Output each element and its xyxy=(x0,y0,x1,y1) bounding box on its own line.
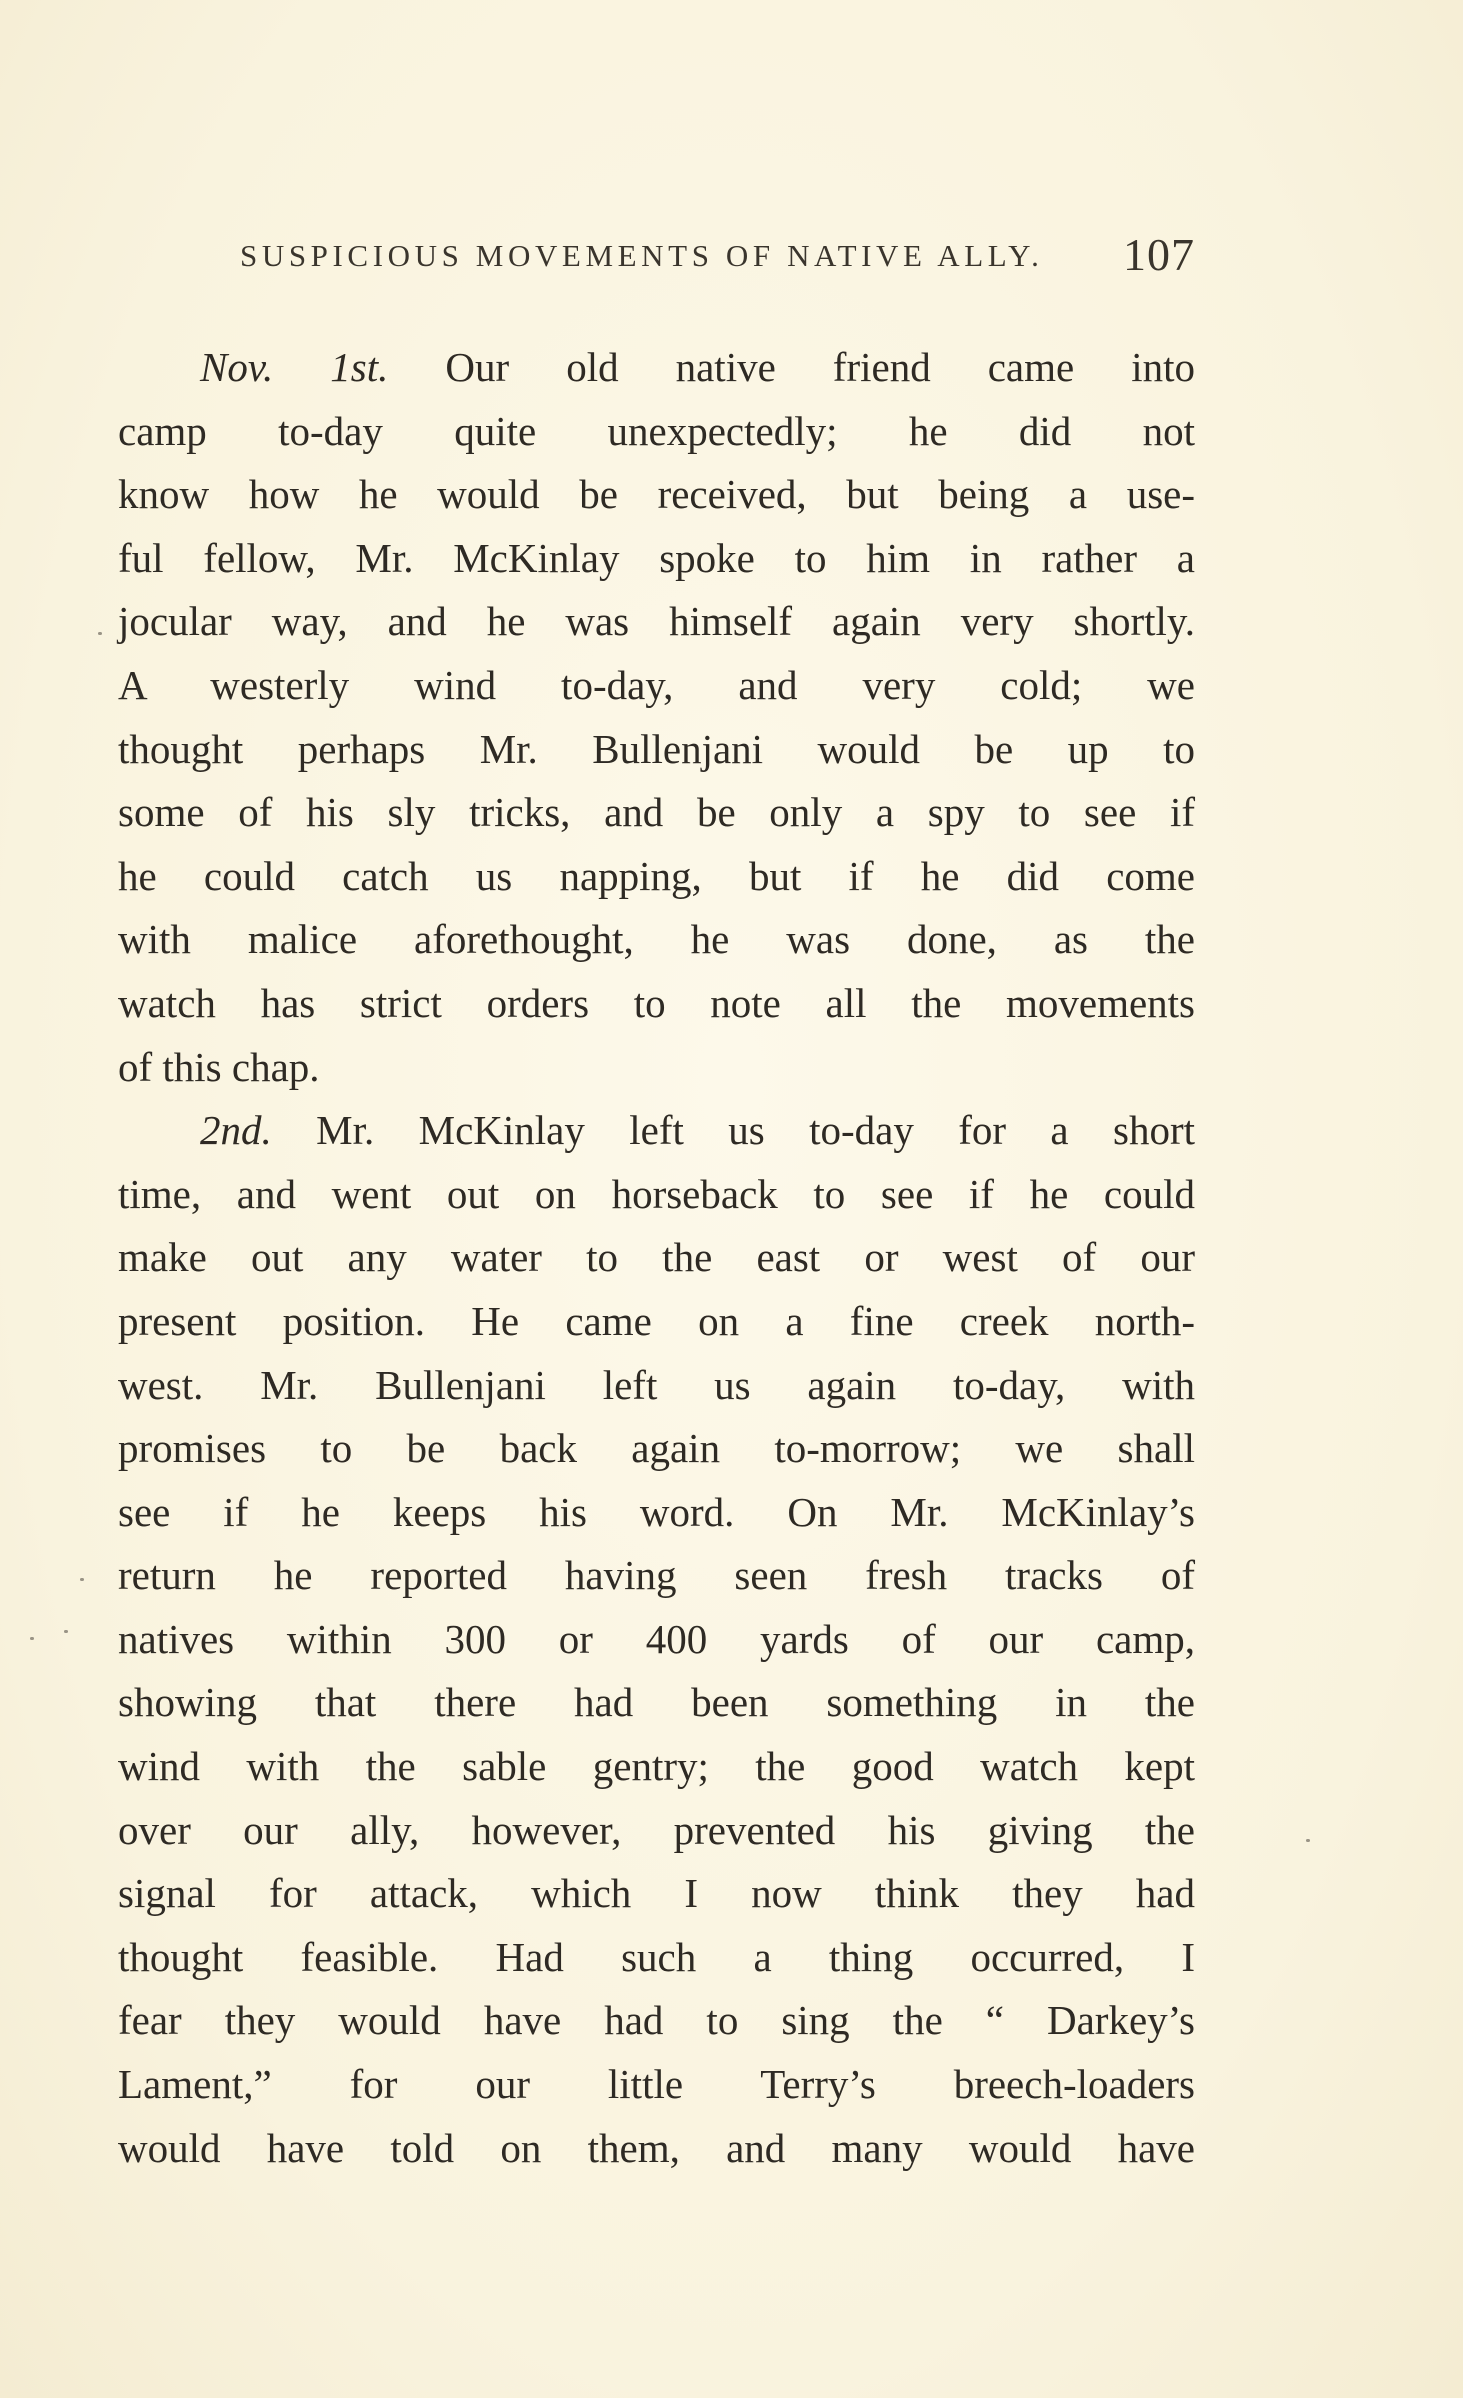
text-line: west. Mr. Bullenjani left us again to-day, with xyxy=(118,1361,1195,1408)
text-line: time, and went out on horseback to see if he could xyxy=(118,1170,1195,1217)
text-line: see if he keeps his word. On Mr. McKinlay’s xyxy=(118,1488,1195,1535)
text-line: make out any water to the east or west of our xyxy=(118,1234,1195,1281)
print-speck xyxy=(98,632,102,635)
text-line: of this chap. xyxy=(118,1043,320,1090)
running-head xyxy=(240,228,1195,288)
text-line: 2nd. Mr. McKinlay left us to-day for a short xyxy=(200,1107,1195,1154)
text-line: he could catch us napping, but if he did come xyxy=(118,852,1195,899)
body-text xyxy=(118,336,1195,2180)
text-line: signal for attack, which I now think they had xyxy=(118,1870,1195,1917)
text-line: fear they would have had to sing the “ Darkey’s xyxy=(118,1997,1195,2044)
print-speck xyxy=(30,1637,34,1640)
print-speck xyxy=(80,1578,84,1581)
print-speck xyxy=(64,1630,68,1633)
entry-date: 2nd. xyxy=(200,1107,272,1154)
text-line: some of his sly tricks, and be only a spy to see if xyxy=(118,789,1195,836)
text-line: return he reported having seen fresh tracks of xyxy=(118,1552,1195,1599)
text-line: thought feasible. Had such a thing occurred, I xyxy=(118,1933,1195,1980)
text-line: Nov. 1st. Our old native friend came into xyxy=(200,344,1195,390)
page-number: 107 xyxy=(1123,229,1195,280)
text-line: over our ally, however, prevented his giving the xyxy=(118,1806,1195,1853)
text-line: natives within 300 or 400 yards of our camp, xyxy=(118,1615,1195,1662)
text-line: wind with the sable gentry; the good watch kept xyxy=(118,1743,1195,1790)
text-line: watch has strict orders to note all the movements xyxy=(118,979,1195,1026)
text-line: thought perhaps Mr. Bullenjani would be up to xyxy=(118,725,1195,772)
text-line: jocular way, and he was himself again very shortly. xyxy=(118,598,1195,645)
text-line: know how he would be received, but being a use- xyxy=(118,471,1195,518)
text-line: A westerly wind to-day, and very cold; we xyxy=(118,661,1195,708)
print-speck xyxy=(1306,1839,1310,1842)
running-title: SUSPICIOUS MOVEMENTS OF NATIVE ALLY. xyxy=(240,238,1044,273)
text-line: showing that there had been something in the xyxy=(118,1679,1195,1726)
text-line: present position. He came on a fine creek north- xyxy=(118,1297,1195,1344)
text-line: ful fellow, Mr. McKinlay spoke to him in rather a xyxy=(118,534,1195,581)
text-line: would have told on them, and many would have xyxy=(118,2124,1195,2171)
entry-date: Nov. 1st. xyxy=(200,344,389,390)
text-line: Lament,” for our little Terry’s breech-loaders xyxy=(118,2061,1195,2108)
text-line: promises to be back again to-morrow; we shall xyxy=(118,1425,1195,1472)
text-line: camp to-day quite unexpectedly; he did not xyxy=(118,407,1195,454)
text-line: with malice aforethought, he was done, as the xyxy=(118,916,1195,963)
